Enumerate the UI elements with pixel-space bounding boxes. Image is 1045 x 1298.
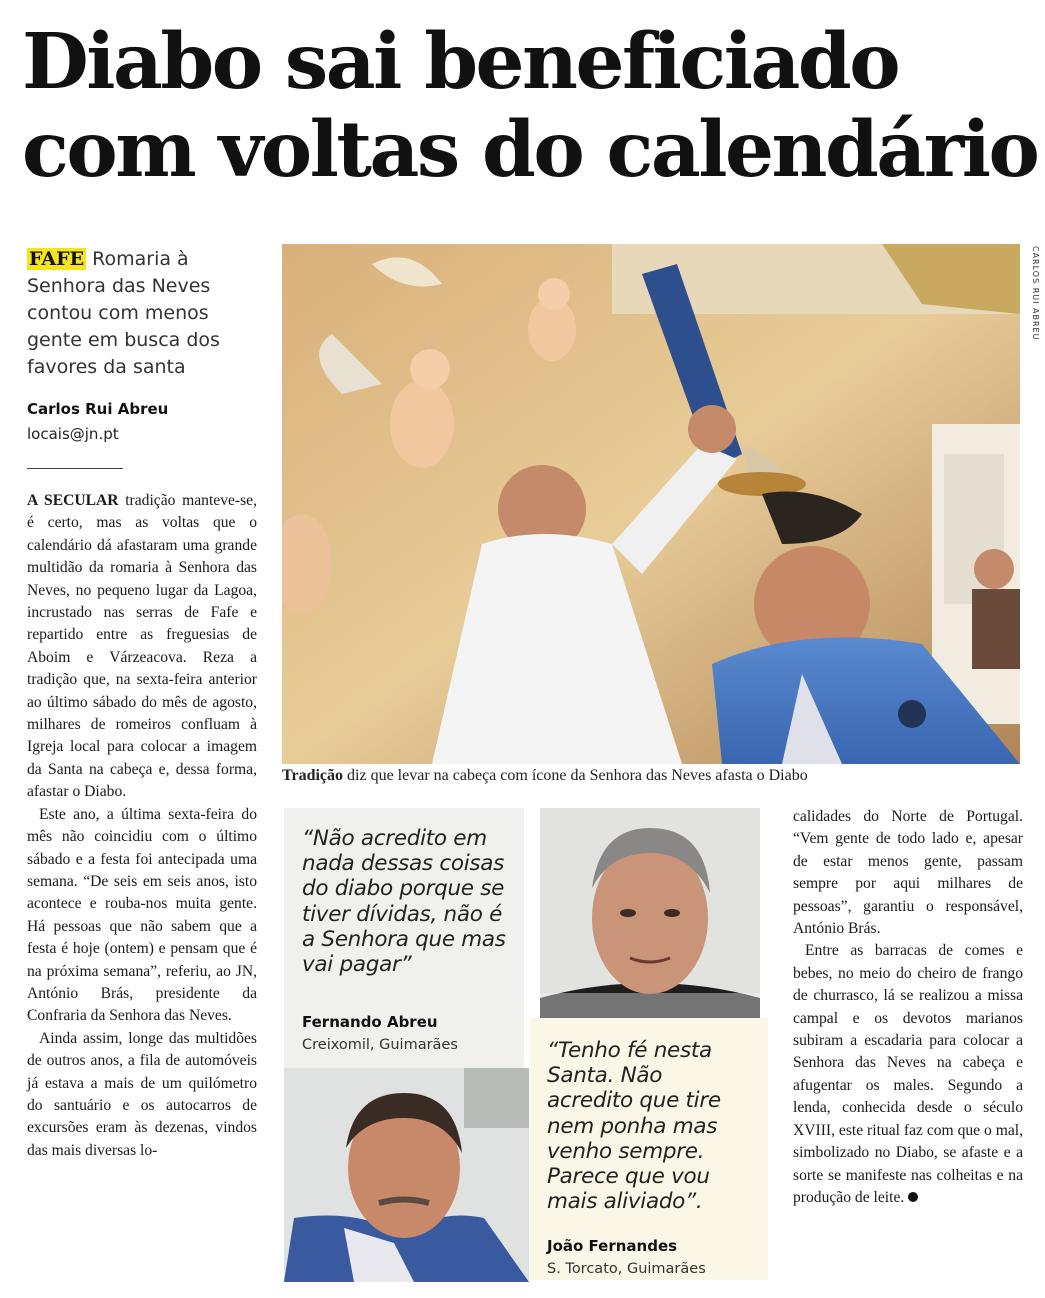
body-column-right	[793, 806, 1023, 1209]
portrait-joao-fernandes	[540, 808, 760, 1018]
main-photo	[282, 244, 1020, 764]
body-paragraph-5	[793, 940, 1023, 1209]
body-paragraph-3: Ainda assim, longe das multidões de outros anos, a fila de automóveis já estava a mais de um quilómetro do santuário e os autocarros de excursões eram às dezenas, vindos das mais diversas lo-	[27, 1029, 257, 1159]
quote-place-joao: S. Torcato, Guimarães	[547, 1261, 706, 1277]
end-mark-icon	[908, 1192, 918, 1202]
body-paragraph-2: Este ano, a última sexta-feira do mês não coincidiu com o último sábado e a festa foi antecipada uma semana. “De seis em seis anos, isto acontece e rouba-nos muita gente. Há pessoas que não sabem que a festa é hoje (ontem) e pensam que é na próxima semana”, referiu, ao JN, António Brás, presidente da Confraria da Senhora das Neves.	[27, 805, 257, 1025]
body-paragraph-5-text: Entre as barracas de comes e bebes, no meio do cheiro de frango de churrasco, lá se realizou a missa campal e os devotos marianos subiram a escadaria para colocar a Senhora das Neves na cabeça e afugentar os males. Segundo a lenda, conhecida desde o século XVIII, este ritual faz com que o mal, simbolizado no Diabo, se afaste e a sorte se manifeste nas colheitas e na produção de leite.	[793, 942, 1023, 1206]
body-column-left	[27, 490, 257, 1162]
quote-name-joao: João Fernandes	[547, 1237, 678, 1255]
section-tag: FAFE	[29, 248, 85, 270]
portrait-fernando-abreu	[284, 1068, 529, 1282]
lead-summary: Romaria à Senhora das Neves contou com menos gente em busca dos favores da santa	[27, 248, 220, 378]
headline-line-1: Diabo sai beneficiado	[22, 17, 899, 107]
quote-text-joao: “Tenho fé nesta Santa. Não acredito que tire nem ponha mas venho sempre. Parece que vou mais aliviado”.	[547, 1038, 721, 1215]
quote-name-fernando: Fernando Abreu	[302, 1013, 438, 1031]
photo-illustration-icon	[282, 244, 1020, 764]
headline	[22, 17, 1038, 195]
byline-author: Carlos Rui Abreu	[27, 400, 169, 418]
byline-divider	[27, 468, 123, 469]
lead-text	[27, 246, 267, 381]
portrait-man-icon	[540, 808, 760, 1018]
quote-text-fernando: “Não acredito em nada dessas coisas do diabo porque se tiver dívidas, não é a Senhora que mas vai pagar”	[302, 826, 506, 978]
portrait-man-icon-2	[284, 1068, 529, 1282]
photo-caption	[282, 767, 808, 785]
caption-text: diz que levar na cabeça com ícone da Senhora das Neves afasta o Diabo	[343, 767, 808, 784]
quote-place-fernando: Creixomil, Guimarães	[302, 1037, 458, 1053]
body-lead-in: A SECULAR	[27, 492, 119, 509]
caption-lead: Tradição	[282, 767, 344, 784]
body-paragraph-1	[27, 490, 257, 804]
photo-credit: CARLOS RUI ABREU	[1031, 246, 1040, 341]
byline-email[interactable]: locais@jn.pt	[27, 425, 119, 443]
headline-line-2: com voltas do calendário	[22, 105, 1038, 195]
body-paragraph-1-text: tradição manteve-se, é certo, mas as voltas que o calendário dá afastaram uma grande multidão da romaria à Senhora das Neves, no pequeno lugar da Lagoa, incrustado nas serras de Fafe e repartido entre as freguesias de Aboim e Várzeacova. Reza a tradição que, na sexta-feira anterior ao último sábado do mês de agosto, milhares de romeiros confluam à Igreja local para colocar a imagem da Santa na cabeça e, dessa forma, afastar o Diabo.	[27, 492, 257, 801]
body-paragraph-4: calidades do Norte de Portugal. “Vem gente de todo lado e, apesar de estar menos gente, passam sempre por aqui milhares de pessoas”, garantiu o responsável, António Brás.	[793, 808, 1023, 938]
